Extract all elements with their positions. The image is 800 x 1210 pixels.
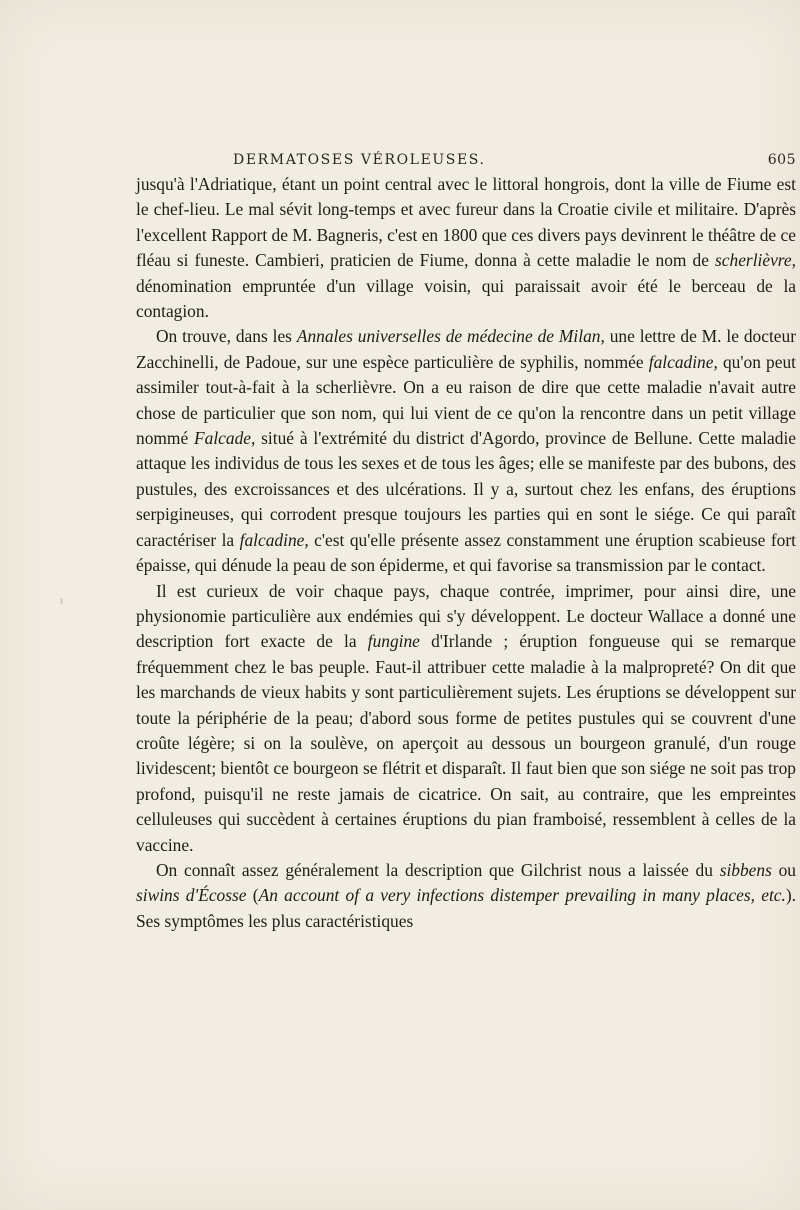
text-run: ). Ses symptômes les plus caractéristiques: [136, 885, 796, 931]
text-run: jusqu'à l'Adriatique, étant un point central avec le littoral hongrois, dont la ville de Fiume est le chef-lieu. Le mal sévit long-temps et avec fureur dans la Croatie civile et militaire. D'après l'excellent Rapport de M. Bagneris, c'est en 1800 que ces divers pays devinrent le théâtre de ce fléau si funeste. Cambieri, praticien de Fiume, donna à cette maladie le nom de: [136, 174, 796, 271]
body-text: [136, 172, 796, 934]
page-number: 605: [767, 152, 796, 168]
italic-text: falcadine,: [648, 351, 718, 372]
italic-text: fungine: [367, 631, 420, 652]
italic-text: scherlièvre,: [715, 250, 796, 271]
text-run: (: [246, 885, 259, 906]
italic-text: Falcade,: [194, 428, 256, 449]
paragraph: [136, 858, 796, 934]
paragraph: [136, 579, 796, 858]
italic-text: An account of a very infections distemper prevailing in many places, etc.: [258, 885, 786, 906]
text-run: dénomination empruntée d'un village voisin, qui paraissait avoir été le berceau de la contagion.: [136, 275, 796, 322]
text-run: qu'on peut assimiler tout-à-fait à la scherlièvre. On a eu raison de dire que cette maladie n'avait autre chose de particulier que son nom, qui lui vient de ce qu'on la rencontre dans un petit village nommé: [136, 351, 796, 449]
paragraph: [136, 324, 796, 578]
italic-text: Annales universelles de médecine de Milan,: [296, 326, 605, 347]
running-head: [136, 152, 796, 174]
paragraph: [136, 172, 796, 324]
text-run: c'est qu'elle présente assez constamment une éruption scabieuse fort épaisse, qui dénude la peau de son épiderme, et qui favorise sa transmission par le contact.: [136, 529, 796, 576]
text-run: ou: [771, 859, 796, 880]
text-run: une lettre de M. le docteur Zacchinelli, de Padoue, sur une espèce particulière de syphilis, nommée: [136, 326, 797, 372]
text-run: d'Irlande ; éruption fongueuse qui se remarque fréquemment chez le bas peuple. Faut-il attribuer cette maladie à la malpropreté? On dit que les marchands de vieux habits y sont particulièrement sujets. Les éruptions se développent sur toute la périphérie de la peau; d'abord sous forme de petites pustules qui se couvrent d'une croûte légère; si on la soulève, on aperçoit au dessous un bourgeon granulé, d'un rouge lividescent; bientôt ce bourgeon se flétrit et disparaît. Il faut bien que son siége ne soit pas trop profond, puisqu'il ne reste jamais de cicatrice. On sait, au contraire, que les empreintes celluleuses qui succèdent à certaines éruptions du pian framboisé, ressemblent à celles de la vaccine.: [136, 631, 796, 855]
paper-mark: [60, 598, 63, 604]
text-run: On connaît assez généralement la description que Gilchrist nous a laissée du: [156, 859, 720, 880]
text-run: Il est curieux de voir chaque pays, chaque contrée, imprimer, pour ainsi dire, une physionomie particulière aux endémies qui s'y développent. Le docteur Wallace a donné une description fort exacte de la: [136, 580, 796, 652]
italic-text: siwins d'Écosse: [136, 885, 247, 906]
running-title: DERMATOSES VÉROLEUSES.: [233, 152, 486, 168]
text-run: situé à l'extrémité du district d'Agordo, province de Bellune. Cette maladie attaque les individus de tous les sexes et de tous les âges; elle se manifeste par des bubons, des pustules, des excroissances et des ulcérations. Il y a, surtout chez les enfans, des éruptions serpigineuses, qui corrodent presque toujours les parties qui en sont le siége. Ce qui paraît caractériser la: [136, 428, 796, 550]
italic-text: sibbens: [719, 859, 772, 880]
italic-text: falcadine,: [239, 529, 309, 550]
text-run: On trouve, dans les: [156, 326, 297, 347]
